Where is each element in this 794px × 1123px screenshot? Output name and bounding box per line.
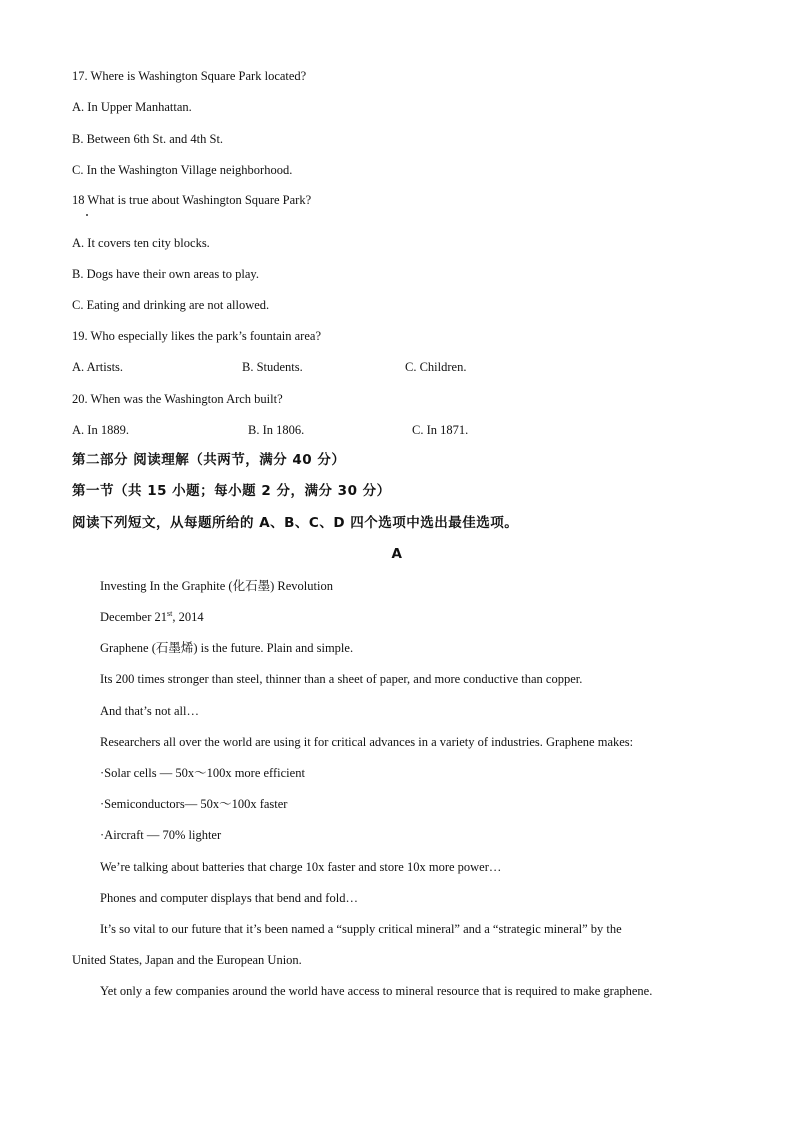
passage-paragraph: We’re talking about batteries that charge 10x faster and store 10x more power…	[100, 860, 502, 874]
q17-option-b: B. Between 6th St. and 4th St.	[72, 132, 224, 146]
passage-paragraph: And that’s not all…	[100, 704, 199, 718]
passage-paragraph: United States, Japan and the European Union.	[72, 953, 302, 967]
part-heading: 第二部分 阅读理解（共两节，满分 40 分）	[72, 452, 346, 468]
q17-option-c: C. In the Washington Village neighborhood.	[72, 163, 293, 177]
date-main: December 21	[100, 610, 167, 624]
passage-title: Investing In the Graphite (化石墨) Revolution	[100, 579, 333, 593]
passage-paragraph: Yet only a few companies around the world have access to mineral resource that is required to make graphene.	[100, 984, 653, 998]
bullet-item: ·Semiconductors— 50x～100x faster	[100, 797, 288, 811]
passage-date	[100, 609, 204, 625]
passage-paragraph: Phones and computer displays that bend and fold…	[100, 891, 358, 905]
date-suffix: st	[166, 608, 173, 618]
q20-option-a: A. In 1889.	[72, 423, 129, 437]
passage-paragraph: Its 200 times stronger than steel, thinner than a sheet of paper, and more conductive than copper.	[100, 672, 583, 686]
q18-option-c: C. Eating and drinking are not allowed.	[72, 298, 270, 312]
q18-option-a: A. It covers ten city blocks.	[72, 236, 210, 250]
q20-stem: 20. When was the Washington Arch built?	[72, 392, 283, 406]
passage-paragraph: Researchers all over the world are using it for critical advances in a variety of industries. Graphene makes:	[100, 735, 634, 749]
q19-option-c: C. Children.	[405, 360, 467, 374]
q20-option-b: B. In 1806.	[248, 423, 305, 437]
q18-option-b: B. Dogs have their own areas to play.	[72, 267, 259, 281]
passage-paragraph: It’s so vital to our future that it’s been named a “supply critical mineral” and a “strategic mineral” by the	[100, 922, 622, 936]
q17-stem: 17. Where is Washington Square Park located?	[72, 69, 307, 83]
sub-heading: 第一节（共 15 小题；每小题 2 分，满分 30 分）	[72, 483, 391, 499]
bullet-item: ·Solar cells — 50x～100x more efficient	[100, 766, 305, 780]
stray-dot-mark	[86, 214, 88, 216]
passage-paragraph: Graphene (石墨烯) is the future. Plain and simple.	[100, 641, 354, 655]
date-year: , 2014	[172, 610, 204, 624]
q19-stem: 19. Who especially likes the park’s fountain area?	[72, 329, 321, 343]
q18-stem: 18 What is true about Washington Square Park?	[72, 193, 312, 207]
q17-option-a: A. In Upper Manhattan.	[72, 100, 192, 114]
q19-option-b: B. Students.	[242, 360, 303, 374]
instruction: 阅读下列短文，从每题所给的 A、B、C、D 四个选项中选出最佳选项。	[72, 515, 519, 531]
bullet-item: ·Aircraft — 70% lighter	[100, 828, 222, 842]
q20-option-c: C. In 1871.	[412, 423, 469, 437]
passage-label: A	[391, 546, 403, 562]
q19-option-a: A. Artists.	[72, 360, 124, 374]
